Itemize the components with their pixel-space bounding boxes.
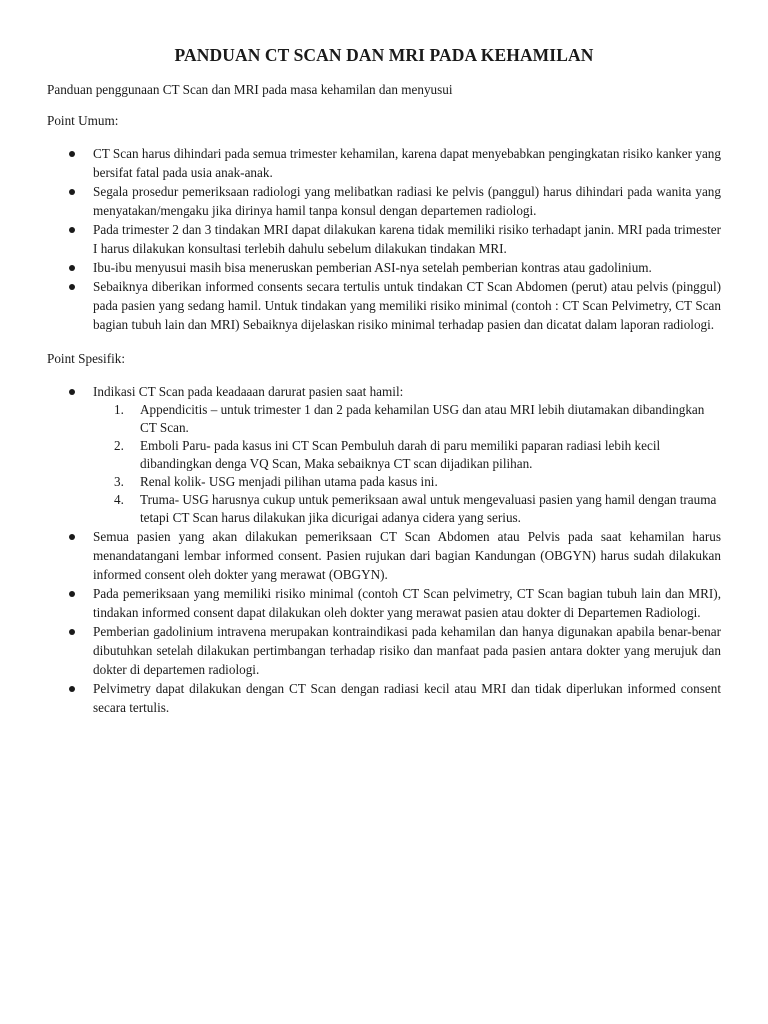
list-item-text: CT Scan harus dihindari pada semua trimester kehamilan, karena dapat menyebabkan pengingkatan risiko kanker yang bersifat fatal pada usia anak-anak. — [93, 146, 721, 180]
list-item-text: Pelvimetry dapat dilakukan dengan CT Scan dengan radiasi kecil atau MRI dan tidak diperlukan informed consent secara tertulis. — [93, 681, 721, 715]
item-number: 1. — [114, 402, 124, 417]
bullet-icon — [69, 284, 75, 290]
document-page — [47, 42, 721, 717]
specific-points-label: Point Spesifik: — [47, 351, 126, 366]
bullet-icon — [69, 227, 75, 233]
emergency-indications-list — [93, 401, 721, 527]
intro-text: Panduan penggunaan CT Scan dan MRI pada masa kehamilan dan menyusui — [47, 82, 453, 97]
document-title: PANDUAN CT SCAN DAN MRI PADA KEHAMILAN — [174, 45, 594, 65]
list-item-text: Pada trimester 2 dan 3 tindakan MRI dapat dilakukan karena tidak memiliki risiko terhadapt janin. MRI pada trimester I harus dilakukan konsultasi terlebih dahulu sebelum dilakukan tindakan MRI. — [93, 222, 721, 256]
item-number: 4. — [114, 492, 124, 507]
numbered-item — [93, 473, 721, 491]
general-points-list — [47, 144, 721, 334]
list-item — [47, 144, 721, 182]
list-item — [47, 622, 721, 679]
specific-points-list — [47, 382, 721, 717]
numbered-item — [93, 491, 721, 527]
list-item-text: Indikasi CT Scan pada keadaaan darurat pasien saat hamil: — [93, 384, 404, 399]
numbered-item — [93, 401, 721, 437]
list-item — [47, 277, 721, 334]
list-item — [47, 258, 721, 277]
list-item-text: Semua pasien yang akan dilakukan pemeriksaan CT Scan Abdomen atau Pelvis pada saat kehamilan harus menandatangani lembar informed consent. Pasien rujukan dari bagian Kandungan (OBGYN) harus sudah dilakukan informed consent oleh dokter yang merawat (OBGYN). — [93, 529, 721, 582]
list-item-text: Pemberian gadolinium intravena merupakan kontraindikasi pada kehamilan dan hanya digunakan apabila benar-benar dibutuhkan setelah dilakukan pertimbangan terhadap risiko dan manfaat pada pasien antara dokter yang merujuk dan dokter di departemen radiologi. — [93, 624, 721, 677]
bullet-icon — [69, 534, 75, 540]
numbered-item-text: Renal kolik- USG menjadi pilihan utama pada kasus ini. — [140, 474, 438, 489]
bullet-icon — [69, 686, 75, 692]
list-item-text: Segala prosedur pemeriksaan radiologi yang melibatkan radiasi ke pelvis (panggul) harus dihindari pada wanita yang menyatakan/mengaku jika dirinya hamil tanpa konsul dengan departemen radiologi. — [93, 184, 721, 218]
bullet-icon — [69, 151, 75, 157]
numbered-item-text: Appendicitis – untuk trimester 1 dan 2 pada kehamilan USG dan atau MRI lebih diutamakan dibandingkan CT Scan. — [140, 402, 705, 435]
list-item-text: Ibu-ibu menyusui masih bisa meneruskan pemberian ASI-nya setelah pemberian kontras atau gadolinium. — [93, 260, 652, 275]
list-item — [47, 527, 721, 584]
bullet-icon — [69, 629, 75, 635]
bullet-icon — [69, 591, 75, 597]
list-item — [47, 182, 721, 220]
item-number: 2. — [114, 438, 124, 453]
item-number: 3. — [114, 474, 124, 489]
bullet-icon — [69, 389, 75, 395]
list-item-text: Pada pemeriksaan yang memiliki risiko minimal (contoh CT Scan pelvimetry, CT Scan bagian tubuh lain dan MRI), tindakan informed consent dapat dilakukan oleh dokter yang merawat pasien atau dokter di Departemen Radiologi. — [93, 586, 721, 620]
numbered-item — [93, 437, 721, 473]
list-item — [47, 382, 721, 527]
list-item-text: Sebaiknya diberikan informed consents secara tertulis untuk tindakan CT Scan Abdomen (perut) atau pelvis (pinggul) pada pasien yang sedang hamil. Untuk tindakan yang memiliki risiko minimal (contoh : CT Scan Pelvimetry, CT Scan bagian tubuh lain dan MRI) Sebaiknya dijelaskan risiko minimal terhadap pasien dan dicatat dalam laporan radiologi. — [93, 279, 721, 332]
numbered-item-text: Truma- USG harusnya cukup untuk pemeriksaan awal untuk mengevaluasi pasien yang hamil dengan trauma tetapi CT Scan harus dilakukan jika dicurigai adanya cidera yang serius. — [140, 492, 717, 525]
numbered-item-text: Emboli Paru- pada kasus ini CT Scan Pembuluh darah di paru memiliki paparan radiasi lebih kecil dibandingkan denga VQ Scan, Maka sebaiknya CT scan dijadikan pilihan. — [140, 438, 661, 471]
bullet-icon — [69, 265, 75, 271]
list-item — [47, 584, 721, 622]
list-item — [47, 679, 721, 717]
general-points-label: Point Umum: — [47, 113, 119, 128]
bullet-icon — [69, 189, 75, 195]
list-item — [47, 220, 721, 258]
